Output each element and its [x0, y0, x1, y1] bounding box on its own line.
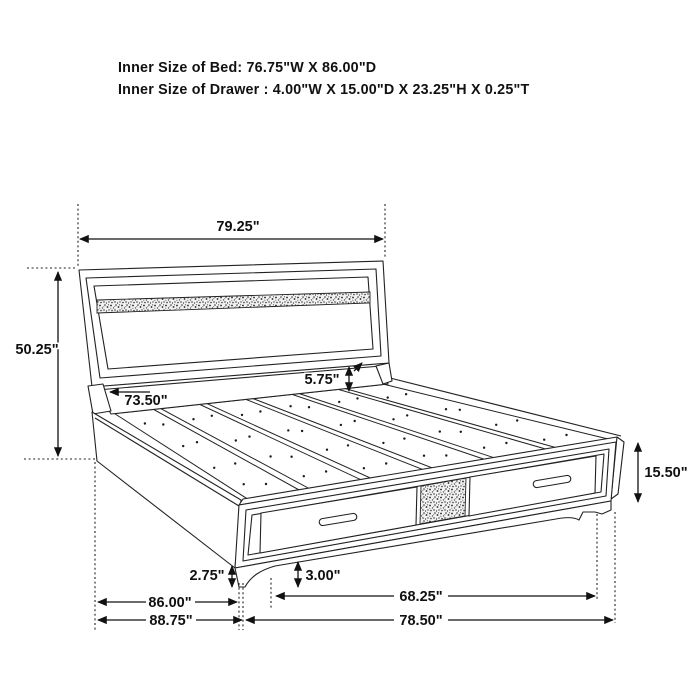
- slat-screw-dot: [325, 470, 327, 472]
- slat-screw-dot: [144, 422, 146, 424]
- slat-screw-dot: [439, 430, 441, 432]
- slat-screw-dot: [182, 445, 184, 447]
- slat-screw-dot: [495, 424, 497, 426]
- slat-screw-dot: [516, 419, 518, 421]
- slat-screw-dot: [234, 462, 236, 464]
- label-bed-depth: 86.00": [148, 595, 192, 611]
- slat-screw-dot: [459, 409, 461, 411]
- slat-screw-dot: [505, 442, 507, 444]
- slat-screw-dot: [392, 418, 394, 420]
- drawer-inner-size-text: Inner Size of Drawer : 4.00"W X 15.00"D X 23.25"H X 0.25"T: [118, 81, 530, 98]
- slat-screw-dot: [241, 414, 243, 416]
- slat-screw-dot: [423, 455, 425, 457]
- slat-screw-dot: [289, 405, 291, 407]
- slat-screw-dot: [243, 483, 245, 485]
- label-foot-height: 2.75": [189, 568, 225, 584]
- slat-screw-dot: [382, 442, 384, 444]
- slat-screw-dot: [445, 408, 447, 410]
- slat-screw-dot: [347, 444, 349, 446]
- slat-screw-dot: [259, 410, 261, 412]
- slat-screw-dot: [340, 424, 342, 426]
- slat-screw-dot: [405, 393, 407, 395]
- headboard-left-post-bottom: [88, 384, 111, 414]
- slat-screw-dot: [248, 435, 250, 437]
- slat-screw-dot: [385, 462, 387, 464]
- label-inner-width: 73.50": [124, 393, 168, 409]
- slat-screw-dot: [356, 397, 358, 399]
- slat-screw-dot: [483, 447, 485, 449]
- bed-inner-size-text: Inner Size of Bed: 76.75"W X 86.00"D: [118, 60, 377, 76]
- slat-screw-dot: [460, 431, 462, 433]
- slat-screw-dot: [196, 441, 198, 443]
- headboard: [79, 261, 389, 387]
- footboard-sparkle-panel: [420, 478, 466, 524]
- label-footboard-height: 15.50": [644, 465, 688, 481]
- slat-screw-dot: [265, 483, 267, 485]
- slat-screw-dot: [406, 414, 408, 416]
- label-overall-depth: 88.75": [149, 613, 193, 629]
- slat-screw-dot: [213, 467, 215, 469]
- slat-screw-dot: [287, 429, 289, 431]
- slat-screw-dot: [308, 406, 310, 408]
- slat-screw-dot: [162, 423, 164, 425]
- slat-screw-dot: [543, 439, 545, 441]
- slat-screw-dot: [363, 467, 365, 469]
- slat-screw-dot: [387, 396, 389, 398]
- label-under-clearance: 3.00": [305, 568, 341, 584]
- slat-screw-dot: [338, 401, 340, 403]
- slat-screw-dot: [269, 455, 271, 457]
- slat-screw-dot: [445, 454, 447, 456]
- label-rail-height: 5.75": [304, 372, 340, 388]
- slat-screw-dot: [235, 439, 237, 441]
- slat-screw-dot: [211, 415, 213, 417]
- slat-screw-dot: [565, 434, 567, 436]
- slat-screw-dot: [303, 475, 305, 477]
- slat-screw-dot: [301, 430, 303, 432]
- slat-screw-dot: [192, 418, 194, 420]
- slat-screw-dot: [290, 456, 292, 458]
- slat-screw-dot: [326, 449, 328, 451]
- slat-screw-dot: [354, 420, 356, 422]
- label-headboard-height: 50.25": [15, 342, 59, 358]
- slat-screw-dot: [403, 437, 405, 439]
- label-footboard-width: 78.50": [399, 613, 443, 629]
- label-headboard-width: 79.25": [216, 219, 260, 235]
- label-drawer-section-width: 68.25": [399, 589, 443, 605]
